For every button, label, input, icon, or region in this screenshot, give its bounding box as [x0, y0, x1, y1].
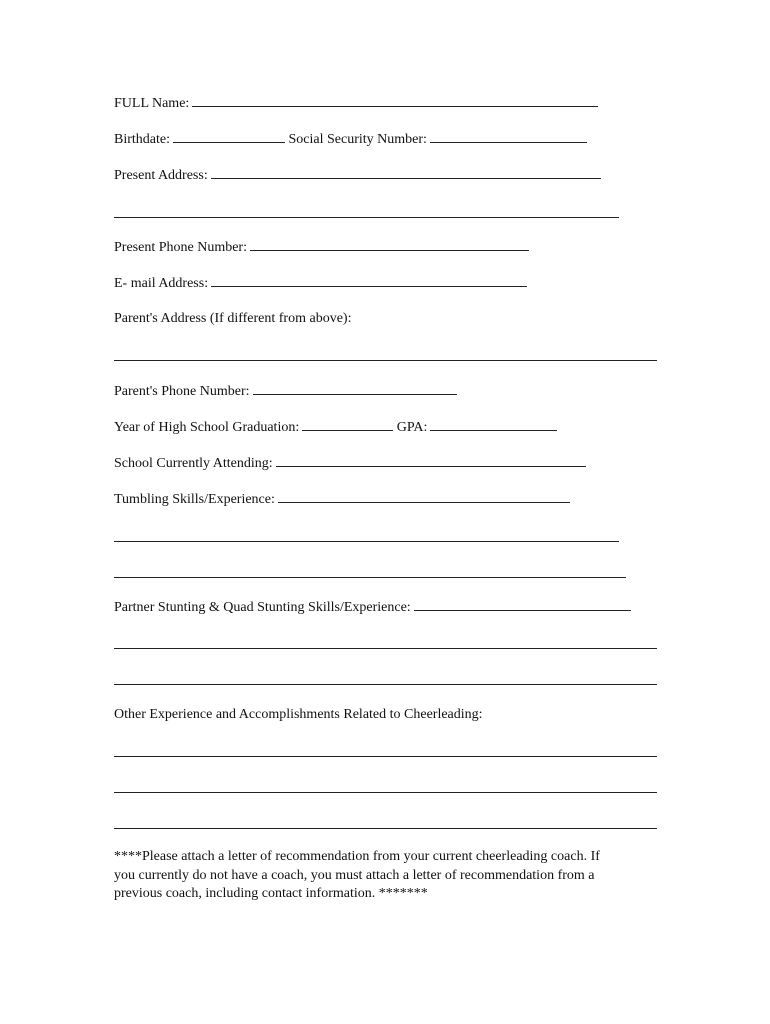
- gpa-field[interactable]: [430, 418, 557, 431]
- school-field[interactable]: [276, 454, 586, 467]
- email-field[interactable]: [211, 274, 527, 287]
- present-address-line-2[interactable]: [114, 217, 619, 218]
- graduation-year-label: Year of High School Graduation:: [114, 420, 300, 435]
- other-experience-line-2[interactable]: [114, 792, 657, 793]
- stunting-line-3[interactable]: [114, 684, 657, 685]
- stunting-row: [114, 598, 631, 617]
- other-experience-row: [114, 706, 483, 724]
- tumbling-line-2[interactable]: [114, 541, 619, 542]
- other-experience-label: Other Experience and Accomplishments Related to Cheerleading:: [114, 707, 483, 722]
- email-label: E- mail Address:: [114, 276, 209, 291]
- present-phone-row: [114, 238, 529, 257]
- tumbling-label: Tumbling Skills/Experience:: [114, 492, 275, 507]
- present-address-field[interactable]: [211, 166, 601, 179]
- stunting-label: Partner Stunting & Quad Stunting Skills/Experience:: [114, 600, 411, 615]
- graduation-year-field[interactable]: [302, 418, 393, 431]
- birthdate-ssn-row: [114, 130, 587, 149]
- full-name-row: [114, 94, 598, 113]
- tumbling-row: [114, 490, 570, 509]
- ssn-field[interactable]: [430, 130, 587, 143]
- stunting-field[interactable]: [414, 598, 631, 611]
- birthdate-field[interactable]: [173, 130, 285, 143]
- note-line-3: previous coach, including contact information. *******: [114, 886, 428, 901]
- parents-phone-row: [114, 382, 457, 401]
- tumbling-field[interactable]: [278, 490, 570, 503]
- parents-phone-label: Parent's Phone Number:: [114, 384, 250, 399]
- present-phone-field[interactable]: [250, 238, 529, 251]
- parents-phone-field[interactable]: [253, 382, 457, 395]
- recommendation-note: [114, 848, 654, 904]
- birthdate-label: Birthdate:: [114, 132, 170, 147]
- present-address-label: Present Address:: [114, 168, 208, 183]
- present-address-row: [114, 166, 601, 185]
- gpa-label: GPA:: [396, 420, 428, 435]
- email-row: [114, 274, 527, 293]
- other-experience-line-3[interactable]: [114, 828, 657, 829]
- stunting-line-2[interactable]: [114, 648, 657, 649]
- school-row: [114, 454, 586, 473]
- present-phone-label: Present Phone Number:: [114, 240, 247, 255]
- tumbling-line-3[interactable]: [114, 577, 626, 578]
- parents-address-field[interactable]: [114, 360, 657, 361]
- full-name-label: FULL Name:: [114, 96, 190, 111]
- ssn-label: Social Security Number:: [288, 132, 427, 147]
- parents-address-label: Parent's Address (If different from above):: [114, 311, 352, 326]
- parents-address-row: [114, 310, 351, 328]
- other-experience-line-1[interactable]: [114, 756, 657, 757]
- graduation-gpa-row: [114, 418, 557, 437]
- note-line-2: you currently do not have a coach, you must attach a letter of recommendation from a: [114, 867, 595, 883]
- school-label: School Currently Attending:: [114, 456, 273, 471]
- note-line-1: ****Please attach a letter of recommendation from your current cheerleading coach. If: [114, 849, 600, 864]
- full-name-field[interactable]: [192, 94, 598, 107]
